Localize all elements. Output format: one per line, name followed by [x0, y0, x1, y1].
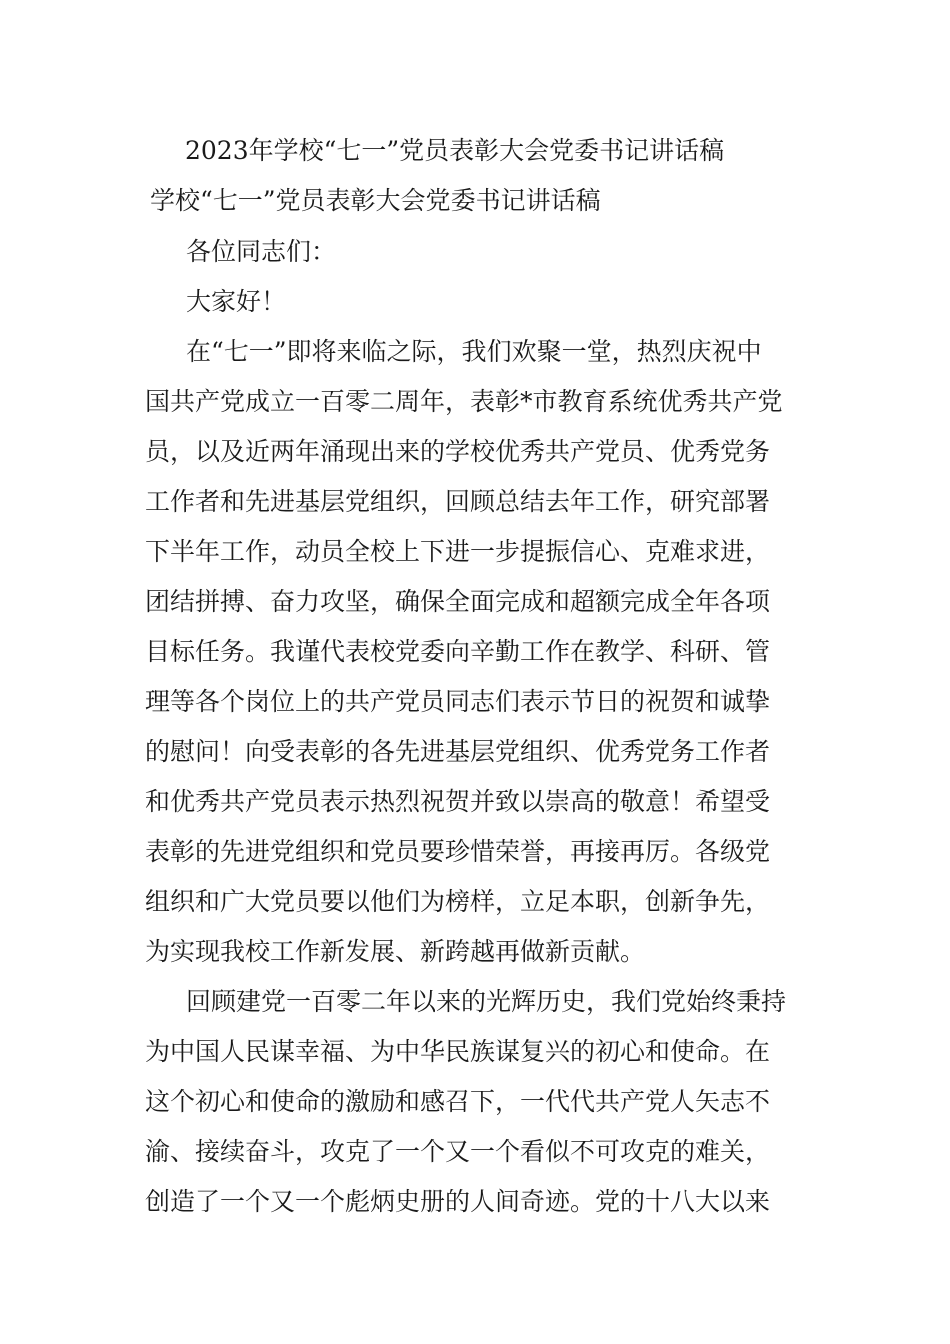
- greeting: 大家好！: [186, 287, 287, 316]
- paragraph-1-line: 和优秀共产党员表示热烈祝贺并致以崇高的敬意！希望受: [145, 787, 771, 816]
- paragraph-1-line: 表彰的先进党组织和党员要珍惜荣誉，再接再厉。各级党: [145, 837, 771, 866]
- paragraph-2-line: 为中国人民谋幸福、为中华民族谋复兴的初心和使命。在: [145, 1037, 771, 1066]
- paragraph-1-line: 组织和广大党员要以他们为榜样，立足本职，创新争先，: [145, 887, 771, 916]
- paragraph-2-line: 这个初心和使命的激励和感召下，一代代共产党人矢志不: [145, 1087, 771, 1116]
- paragraph-1-line: 国共产党成立一百零二周年，表彰*市教育系统优秀共产党: [145, 387, 783, 416]
- paragraph-1-line: 员，以及近两年涌现出来的学校优秀共产党员、优秀党务: [145, 437, 771, 466]
- paragraph-1-line: 理等各个岗位上的共产党员同志们表示节日的祝贺和诚挚: [145, 687, 771, 716]
- document-subtitle: 学校“七一”党员表彰大会党委书记讲话稿: [150, 186, 601, 215]
- salutation: 各位同志们：: [186, 237, 337, 266]
- paragraph-1-line: 工作者和先进基层党组织，回顾总结去年工作，研究部署: [145, 487, 771, 516]
- paragraph-1-line: 的慰问！向受表彰的各先进基层党组织、优秀党务工作者: [145, 737, 771, 766]
- paragraph-1-line: 团结拼搏、奋力攻坚，确保全面完成和超额完成全年各项: [145, 587, 771, 616]
- paragraph-1-line: 在“七一”即将来临之际，我们欢聚一堂，热烈庆祝中: [186, 337, 762, 366]
- paragraph-2-line: 渝、接续奋斗，攻克了一个又一个看似不可攻克的难关，: [145, 1137, 771, 1166]
- document-title: 2023年学校“七一”党员表彰大会党委书记讲话稿: [185, 136, 725, 165]
- paragraph-1-line: 为实现我校工作新发展、新跨越再做新贡献。: [145, 937, 646, 966]
- paragraph-2-line: 创造了一个又一个彪炳史册的人间奇迹。党的十八大以来: [145, 1187, 771, 1216]
- paragraph-1-line: 下半年工作，动员全校上下进一步提振信心、克难求进，: [145, 537, 771, 566]
- paragraph-2-line: 回顾建党一百零二年以来的光辉历史，我们党始终秉持: [186, 987, 787, 1016]
- paragraph-1-line: 目标任务。我谨代表校党委向辛勤工作在教学、科研、管: [145, 637, 771, 666]
